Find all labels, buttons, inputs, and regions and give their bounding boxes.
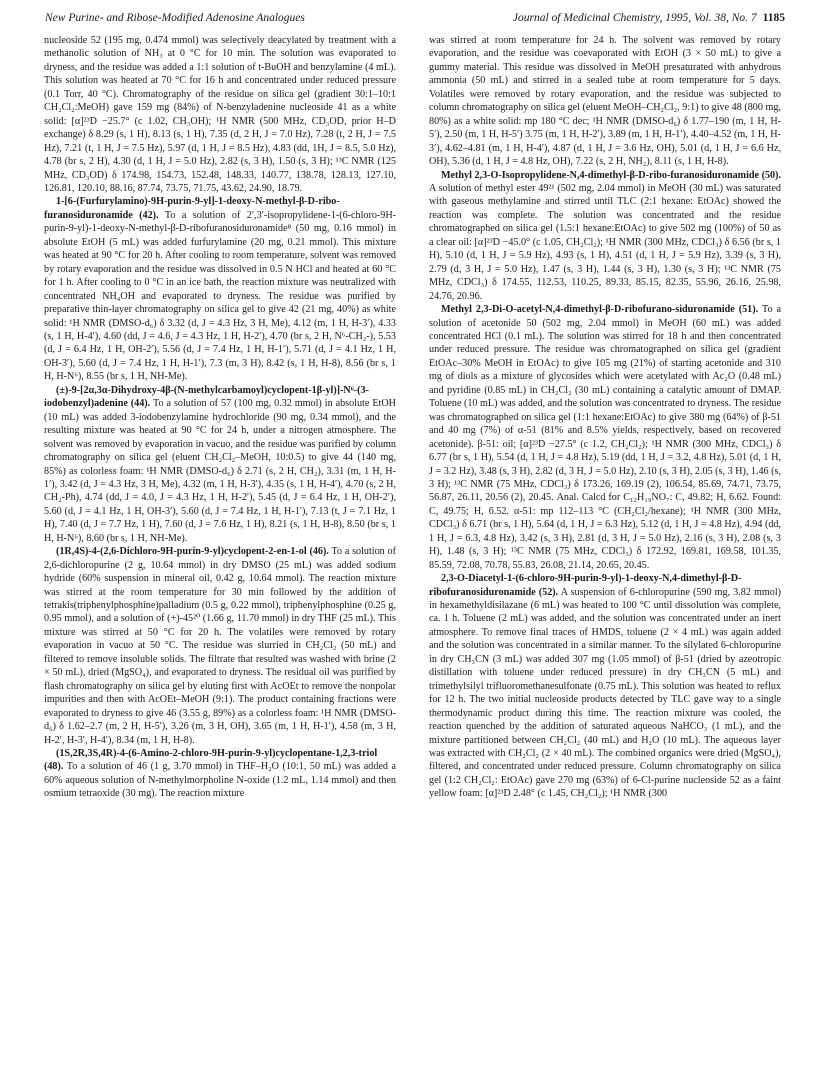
journal-citation bbox=[513, 12, 785, 24]
paragraph bbox=[44, 34, 396, 195]
compound-heading: 1-[6-(Furfurylamino)-9H-purin-9-yl]-1-deoxy-N-methyl-β-D-ribo-furanosiduronamide (42). bbox=[44, 196, 340, 221]
paragraph bbox=[44, 747, 396, 801]
paragraph bbox=[429, 169, 781, 304]
paragraph-text: nucleoside 52 (195 mg, 0.474 mmol) was selectively deacylated by treatment with a methanolic solution of NH₃ at 0 °C for 10 min. The solution was evaporated to dryness, and the residue was added a 1:1 solution of t-BuOH and benzylamine (4 mL). This solution was heated at 70 °C for 16 h and concentrated under reduced pressure (0.1 Torr, 40 °C). Chromatography of the residue on silica gel (gradient 30:1–10:1 CH₂Cl₂:MeOH) gave 159 mg (84%) of N-benzyladenine nucleoside 41 as a white solid: [α]²³D −25.7° (c 1.02, CH₃OH); ¹H NMR (500 MHz, CD₃OD, prior H–D exchange) δ 8.29 (s, 1 H), 8.13 (s, 1 H), 7.35 (d, 2 H, J = 7.0 Hz), 7.28 (t, 2 H, J = 7.5 Hz), 7.21 (t, 1 H, J = 7.5 Hz), 5.97 (d, 1 H, J = 8.5 Hz), 4.83 (dd, 1H, J = 8.5, 5.0 Hz), 4.78 (br s, 2 H), 4.30 (d, 1 H, J = 5.0 Hz), 2.82 (s, 3 H), 1.50 (s, 3 H); ¹³C NMR (125 MHz, CD₃OD) δ 174.98, 154.73, 152.48, 148.33, 140.77, 138.78, 128.13, 127.10, 126.81, 120.10, 88.16, 87.74, 73.75, 71.75, 43.62, 24.90, 18.79. bbox=[44, 35, 396, 194]
compound-heading: Methyl 2,3-Di-O-acetyl-N,4-dimethyl-β-D-ribofurano-siduronamide (51). bbox=[441, 304, 759, 316]
paragraph bbox=[44, 545, 396, 747]
paragraph bbox=[44, 384, 396, 545]
paragraph-text: To a solution of 57 (100 mg, 0.32 mmol) in absolute EtOH (10 mL) was added 3-iodobenzylamine hydrochloride (90 mg, 0.34 mmol), and the resulting mixture was heated at 90 °C for 24 h, under a nitrogen atmosphere. The solvent was removed by evaporation in vacuo, and the residue was purified by column chromatography on silica gel (eluent CH₂Cl₂–MeOH, 10:0.5) to give 44 (140 mg, 85%) as colorless foam: ¹H NMR (DMSO-d₆) δ 2.71 (s, 2 H, CH₂), 3.31 (m, 1 H, H-1′), 3.42 (d, J = 4.3 Hz, 3 H, Me), 4.32 (m, 1 H, H-3′), 4.35 (s, 1 H, H-4′), 4.70 (s, 2 H, CH₂-Ph), 4.74 (dd, J = 4.0, J = 4.3 Hz, 1 H, H-2′), 5.45 (d, J = 6.4 Hz, 1 H, OH-2′), 5.60 (d, J = 4.1 Hz, 1 H, OH-3′), 5.60 (d, J = 7.4 Hz, 1 H, H-1′), 7.13 (t, J = 7.1 Hz, 1 H), 7.40 (d, J = 7.7 Hz, 1 H), 7.60 (d, J = 7.6 Hz, 1 H), 8.21 (s, 1 H, H-8), 8.50 (br s, 1 H, H-N⁶), 8.60 (br s, 1 H, NH-Me). bbox=[44, 398, 396, 544]
paragraph bbox=[429, 303, 781, 572]
compound-heading: Methyl 2,3-O-Isopropylidene-N,4-dimethyl-β-D-ribo-furanosiduronamide (50). bbox=[441, 169, 781, 181]
paragraph-text: was stirred at room temperature for 24 h. The solvent was removed by rotary evaporation, and the residue was coevaporated with EtOH (3 × 50 mL) to give a gummy material. This residue was dissolved in MeOH presaturated with anhydrous ammonia (50 mL) and stirred in a sealed tube at room temperature for 5 days. Volatiles were removed by rotary evaporation, and the residue was subjected to column chromatography on silica gel (eluent MeOH–CH₂Cl₂, 9:1) to give 48 (800 mg, 80%) as a white solid: mp 180 °C dec; ¹H NMR (DMSO-d₆) δ 1.77–190 (m, 1 H, H-5′), 2.50 (m, 1 H, H-5′) 3.75 (m, 1 H, H-2′), 3.89 (m, 1 H, H-1′), 4.40–4.52 (m, 1 H, H-3′), 4.62–4.81 (m, 1 H, H-4′), 4.87 (d, 1 H, J = 3.6 Hz, OH), 5.01 (d, 1 H, J = 6.6 Hz, OH), 5.36 (d, 1 H, J = 4.8 Hz, OH), 7.22 (s, 2 H, NH₂), 8.11 (s, 1 H, H-8). bbox=[429, 35, 781, 168]
compound-heading: (±)-9-[2α,3α-Dihydroxy-4β-(N-methylcarbamoyl)cyclopent-1β-yl)]-N⁶-(3-iodobenzyl)adenine (44). bbox=[44, 384, 369, 410]
paragraph-text: To a solution of 46 (1 g, 3.70 mmol) in THF–H₂O (10:1, 50 mL) was added a 60% aqueous solution of N-methylmorpholine N-oxide (1.2 mL, 1.14 mmol) and then osmium tetraoxide (30 mg). The reaction mixture bbox=[44, 761, 396, 800]
page-number: 1185 bbox=[762, 12, 785, 24]
compound-heading: (1R,4S)-4-(2,6-Dichloro-9H-purin-9-yl)cyclopent-2-en-1-ol (46). bbox=[56, 546, 329, 558]
compound-heading: (1S,2R,3S,4R)-4-(6-Amino-2-chloro-9H-purin-9-yl)cyclopentane-1,2,3-triol (48). bbox=[44, 748, 378, 773]
paragraph-text: To a solution of 2′,3′-isopropylidene-1-(6-chloro-9H-purin-9-yl)-1-deoxy-N-methyl-β-D-ribofuranosiduronamide⁸ (50 mg, 0.16 mmol) in absolute EtOH (5 mL) was added furfurylamine (20 mg, 0.21 mmol). This mixture was heated at 90 °C for 20 h. After cooling to room temperature, solvent was removed by rotary evaporation and the residue was dissolved in 0.5 N HCl and heated at 60 °C for 1 h. After cooling to 0 °C in an ice bath, the reaction mixture was neutralized with concentrated NH₄OH and evaporated to dryness. The residue was purified by preparative thin-layer chromatography on silica gel to give 42 (21 mg, 40%) as white solid: ¹H NMR (DMSO-d₆) δ 3.32 (d, J = 4.3 Hz, 3 H, Me), 4.12 (m, 1 H, H-3′), 4.33 (s, 1 H, H-4′), 4.60 (dd, J = 4.6, J = 4.3 Hz, 1 H, H-2′), 4.70 (br s, 2 H, N⁶-CH₂-), 5.53 (d, J = 6.4 Hz, 1 H, OH-2′), 5.56 (d, J = 7.4 Hz, 1 H, H-1′), 5.71 (d, J = 4.1 Hz, 1 H, OH-3′), 5.60 (d, J = 7.4 Hz, 1 H, H-1′), 7.3 (m, 3 H), 8.42 (s, 1 H, H-8), 8.56 (br s, 1 H, H-N⁶), 8.55 (br s, 1 H, NH-Me). bbox=[44, 209, 396, 383]
paragraph bbox=[429, 34, 781, 169]
paragraph-text: A suspension of 6-chloropurine (590 mg, 3.82 mmol) in hexamethyldisilazane (6 mL) was heated to 100 °C until dissolution was complete, ca. 1 h. Toluene (2 mL) was added, and the solution was concentrated under an inert atmosphere. To remove final traces of HMDS, toluene (2 × 4 mL) was again added and the solution was concentrated in a similar manner. To the silylated 6-chloropurine in dry CH₃CN (3 mL) was added 307 mg (1.05 mmol) of β-51 (dried by azeotropic distillation with toluene under reduced pressure) in dry CH₃CN (5 mL) and trimethylsilyl trifluoromethanesulfonate (0.75 mL). This solution was heated to reflux for 12 h. The two initial nucleoside products detected by TLC gave way to a single thermodynamic product during this time. The reaction mixture was cooled, the reaction quenched by the addition of saturated aqueous NaHCO₃ (1 mL), and the mixture partitioned between CH₂Cl₂ (40 mL) and H₂O (10 mL). The aqueous layer was extracted with CH₂Cl₂ (2 × 40 mL). The combined organics were dried (MgSO₄), filtered, and concentrated under reduced pressure. Column chromatography on silica gel (1:2 CH₂Cl₂: EtOAc) gave 270 mg (63%) of 6-Cl-purine nucleoside 52 as a faint yellow foam: [α]²³D 2.48° (c 1.45, CH₂Cl₂); ¹H NMR (300 bbox=[429, 586, 781, 800]
running-title: New Purine- and Ribose-Modified Adenosine Analogues bbox=[45, 12, 305, 24]
paragraph-text: To a solution of 2,6-dichloropurine (2 g, 10.64 mmol) in dry DMSO (25 mL) was added sodium hydride (60% suspension in mineral oil, 0.42 g, 10.64 mmol). The reaction mixture was stirred at the room temperature for 30 min followed by the addition of tetrakis(triphenylphosphine)palladium (0.5 g, 0.22 mmol), triphenylphosphine (0.25 g, 0.95 mmol), and a solution of (+)-45²⁰ (1.66 g, 11.70 mmol) in dry THF (25 mL). This mixture was stirred at 50 °C for 20 h. The volatiles were removed by rotary evaporation in vacuo at 50 °C. The residue was slurried in CH₂Cl₂ (50 mL) and filtered to remove insoluble solids. The filtrate that resulted was washed with brine (2 × 50 mL), dried (MgSO₄), and evaporated to dryness. The residual oil was purified by flash chromatography on silica gel by eluting first with AcOEt to remove the nonpolar impurities and then with AcOEt–MeOH (9:1). The product containing fractions were evaporated to dryness to give 46 (3.55 g, 89%) as a colorless foam: ¹H NMR (DMSO-d₆) δ 1.62–2.7 (m, 2 H, H-5′), 3.26 (m, 3 H, OH), 3.65 (m, 1 H, H-1′), 4.58 (m, 3 H, H-2′, H-3′, H-4′), 8.34 (m, 1 H, H-8). bbox=[44, 546, 396, 746]
left-column bbox=[44, 34, 396, 1064]
right-column bbox=[429, 34, 781, 1064]
paragraph bbox=[429, 572, 781, 801]
compound-heading: 2,3-O-Diacetyl-1-(6-chloro-9H-purin-9-yl)-1-deoxy-N,4-dimethyl-β-D-ribofuranosiduronamide (52). bbox=[429, 573, 742, 598]
paragraph bbox=[44, 195, 396, 383]
running-header bbox=[45, 12, 785, 30]
journal-name: Journal of Medicinal Chemistry, 1995, Vol. 38, No. 7 bbox=[512, 12, 757, 24]
paragraph-text: To a solution of acetonide 50 (502 mg, 2.04 mmol) in MeOH (60 mL) was added concentrated HCl (0.1 mL). The solution was stirred for 18 h and then concentrated under reduced pressure. The residue was chromatographed on silica gel (gradient EtOAc–30% MeOH in EtOAc) to give 105 mg (21%) of starting acetonide and 310 mg of diols as a mixture of glycosides which were acetylated with Ac₂O (0.48 mL) and pyridine (0.85 mL) in CH₂Cl₂ (30 mL) containing a catalytic amount of DMAP. Toluene (10 mL) was added, and the solution was concentrated to dryness. The residue was chromatographed on silica gel (1:1 hexane:EtOAc) to give 380 mg (64%) of β-51 and 40 mg (7%) of α-51 (81% and 8.5% yields, respectively, based on recovered acetonide). β-51: oil; [α]²³D −27.5° (c 1.2, CH₂Cl₂); ¹H NMR (300 MHz, CDCl₃) δ 6.77 (br s, 1 H), 5.54 (d, 1 H, J = 4.8 Hz), 5.19 (dd, 1 H, J = 3.2, 4.8 Hz), 5.01 (d, 1 H, J = 3.2 Hz), 3.48 (s, 3 H), 2.82 (d, 3 H, J = 5.0 Hz), 2.10 (s, 3 H), 2.05 (s, 3 H), 1.46 (s, 3 H); ¹³C NMR (75 MHz, CDCl₃) δ 173.26, 169.19 (2), 106.54, 85.69, 74.71, 73.75, 56.87, 26.11, 20.56 (2), 20.45. Anal. Calcd for C₁₂H₁₉NO₇: C, 49.82; H, 6.62. Found: C, 49.75; H, 6.52. α-51: mp 112–113 °C (CH₂Cl₂/hexane); ¹H NMR (300 MHz, CDCl₃) δ 6.71 (br s, 1 H), 5.64 (d, 1 H, J = 6.3 Hz), 5.12 (d, 1 H, J = 4.8 Hz), 4.94 (dd, 1 H, J = 6.3, 4.8 Hz), 3.42 (s, 3 H), 2.81 (d, 3 H, J = 5.0 Hz), 2.16 (s, 3 H), 2.08 (s, 3 H), 1.48 (s, 3 H); ¹³C NMR (75 MHz, CDCl₃) δ 172.92, 169.81, 169.58, 101.35, 85.59, 72.08, 70.78, 55.83, 26.08, 21.14, 20.65, 20.45. bbox=[429, 304, 781, 571]
paragraph-text: A solution of methyl ester 49²¹ (502 mg, 2.04 mmol) in MeOH (30 mL) was saturated with gaseous methylamine and stirred until TLC (2:1 hexane: EtOAc) showed the reaction was complete. The solution was concentrated and the residue chromatographed on silica gel (1.5:1 hexane:EtOAc) to give 502 mg (100%) of 50 as a clear oil: [α]²³D −45.0° (c 1.05, CH₂Cl₂); ¹H NMR (300 MHz, CDCl₃) δ 6.56 (br s, 1 H), 5.10 (d, 1 H, J = 5.9 Hz), 4.93 (s, 1 H), 4.51 (d, 1 H, J = 5.9 Hz), 3.39 (s, 3 H), 2.79 (d, 3 H, J = 5.0 Hz), 1.47 (s, 3 H), 1.44 (s, 3 H), 1.30 (s, 3 H); ¹³C NMR (75 MHz, CDCl₃) δ 174.55, 112.53, 110.25, 89.33, 85.15, 82.35, 55.96, 26.16, 25.98, 24.76, 20.96. bbox=[429, 182, 781, 302]
